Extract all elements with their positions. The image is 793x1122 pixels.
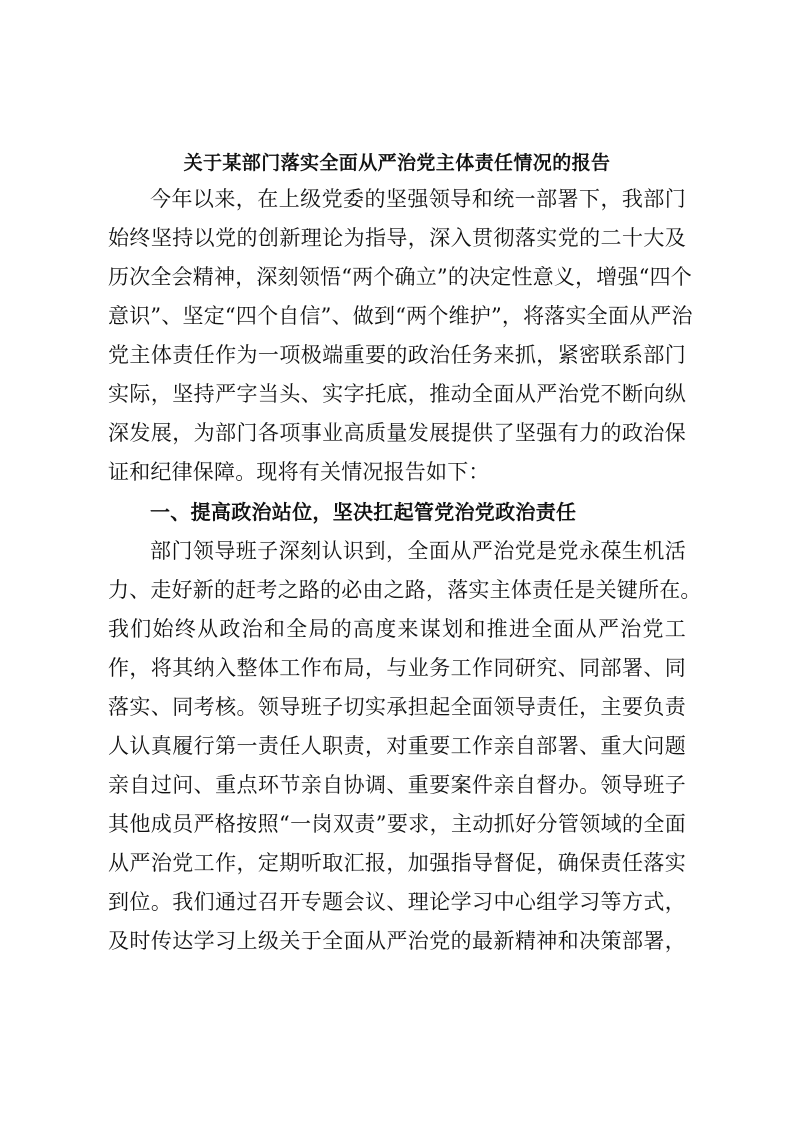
- paragraph-line: 今年以来，在上级党委的坚强领导和统一部署下，我部门: [150, 187, 686, 211]
- paragraph-line: 深发展，为部门各项事业高质量发展提供了坚强有力的政治保: [108, 421, 686, 445]
- paragraph-line: 亲自过问、重点环节亲自协调、重要案件亲自督办。领导班子: [108, 773, 686, 797]
- paragraph-line: 证和纪律保障。现将有关情况报告如下：: [108, 460, 490, 484]
- paragraph-line: 作，将其纳入整体工作布局，与业务工作同研究、同部署、同: [108, 656, 686, 680]
- paragraph-line: 部门领导班子深刻认识到，全面从严治党是党永葆生机活: [150, 539, 686, 563]
- paragraph-line: 其他成员严格按照“一岗双责”要求，主动抓好分管领域的全面: [108, 812, 686, 836]
- paragraph-line: 到位。我们通过召开专题会议、理论学习中心组学习等方式，: [108, 890, 686, 914]
- paragraph-section-1: [108, 532, 702, 961]
- paragraph-line: 及时传达学习上级关于全面从严治党的最新精神和决策部署，: [108, 929, 686, 953]
- paragraph-line: 从严治党工作，定期听取汇报，加强指导督促，确保责任落实: [108, 851, 686, 875]
- paragraph-line: 始终坚持以党的创新理论为指导，深入贯彻落实党的二十大及: [108, 226, 686, 250]
- paragraph-line: 意识”、坚定“四个自信”、做到“两个维护”，将落实全面从严治: [108, 304, 693, 328]
- paragraph-line: 实际，坚持严字当头、实字托底，推动全面从严治党不断向纵: [108, 382, 686, 406]
- document-body: [108, 146, 702, 961]
- paragraph-intro: [108, 180, 693, 492]
- paragraph-line: 历次全会精神，深刻领悟“两个确立”的决定性意义，增强“四个: [108, 265, 693, 289]
- paragraph-line: 落实、同考核。领导班子切实承担起全面领导责任，主要负责: [108, 695, 686, 719]
- document-title: 关于某部门落实全面从严治党主体责任情况的报告: [183, 152, 611, 174]
- section-heading-1: 一、提高政治站位，坚决扛起管党治党政治责任: [150, 500, 577, 524]
- paragraph-line: 力、走好新的赶考之路的必由之路，落实主体责任是关键所在。: [108, 578, 702, 602]
- paragraph-line: 我们始终从政治和全局的高度来谋划和推进全面从严治党工: [108, 617, 686, 641]
- paragraph-line: 党主体责任作为一项极端重要的政治任务来抓，紧密联系部门: [108, 343, 686, 367]
- paragraph-line: 人认真履行第一责任人职责，对重要工作亲自部署、重大问题: [108, 734, 686, 758]
